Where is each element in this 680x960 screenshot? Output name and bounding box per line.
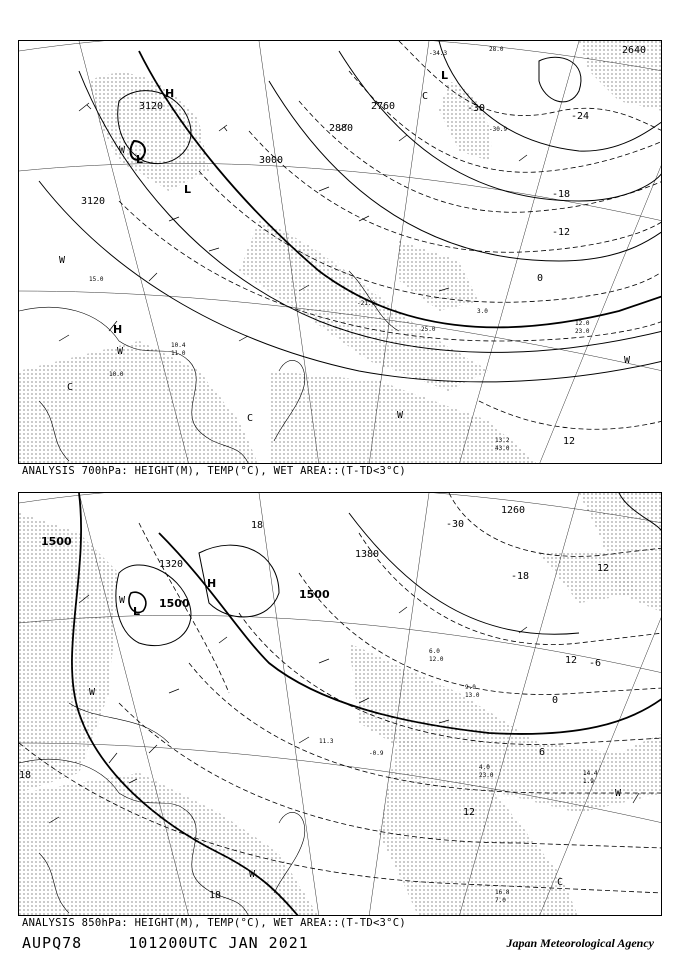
pressure-center-low: L xyxy=(184,183,192,196)
obs-value: 15.0 xyxy=(89,276,104,283)
height-label: 1500 xyxy=(299,588,330,601)
warm-marker: W xyxy=(615,788,622,799)
temp-label: 6 xyxy=(539,747,546,758)
warm-marker: W xyxy=(119,145,126,156)
temp-label: 12 xyxy=(597,563,610,574)
temp-label: 12 xyxy=(463,807,476,818)
height-label: 1380 xyxy=(355,549,380,560)
pressure-center-high: H xyxy=(165,87,175,100)
pressure-center-high: H xyxy=(207,577,217,590)
isotherms xyxy=(119,41,662,429)
temp-label: -24 xyxy=(571,111,590,122)
height-label: 1500 xyxy=(41,535,72,548)
cold-marker: C xyxy=(422,91,429,102)
agency-name: Japan Meteorological Agency xyxy=(506,936,654,950)
pressure-center-low: L xyxy=(133,605,141,618)
obs-value: 11.3 xyxy=(319,738,334,745)
pressure-center-high: H xyxy=(113,323,123,336)
height-label: 3120 xyxy=(139,101,164,112)
obs-value: 9.0 xyxy=(465,684,476,691)
obs-value: 43.0 xyxy=(495,445,510,452)
obs-value: 23.0 xyxy=(479,772,494,779)
temp-label: -30 xyxy=(446,519,465,530)
bulletin-time: 101200UTC JAN 2021 xyxy=(128,934,309,952)
temp-label: -18 xyxy=(552,189,571,200)
cold-marker: C xyxy=(557,877,564,888)
temp-label: -18 xyxy=(511,571,530,582)
caption-700hpa: ANALYSIS 700hPa: HEIGHT(M), TEMP(°C), WET AREA::(T-TD<3°C) xyxy=(22,465,407,477)
obs-value: 6.0 xyxy=(429,648,440,655)
map-panel-700hpa xyxy=(18,40,662,464)
caption-850hpa: ANALYSIS 850hPa: HEIGHT(M), TEMP(°C), WET AREA::(T-TD<3°C) xyxy=(22,917,407,929)
temp-label: 18 xyxy=(209,890,222,901)
obs-value: 16.8 xyxy=(495,889,510,896)
temp-label: 12 xyxy=(563,436,576,447)
height-label: 2640 xyxy=(622,45,647,56)
obs-value: 3.0 xyxy=(477,308,488,315)
temp-label: -12 xyxy=(552,227,571,238)
height-label: 2760 xyxy=(371,101,396,112)
height-label: 1260 xyxy=(501,505,526,516)
obs-value: 13.2 xyxy=(495,437,510,444)
obs-value: 4.0 xyxy=(479,764,490,771)
warm-marker: W xyxy=(117,346,124,357)
obs-value: -0.9 xyxy=(369,750,384,757)
temp-label: 0 xyxy=(552,695,559,706)
obs-value: 1.9 xyxy=(583,778,594,785)
obs-value: 10.4 xyxy=(171,342,186,349)
obs-value: 12.0 xyxy=(429,656,444,663)
cold-marker: C xyxy=(67,382,74,393)
warm-marker: W xyxy=(89,687,96,698)
obs-value: 13.0 xyxy=(465,692,480,699)
obs-value: 25.0 xyxy=(421,326,436,333)
temp-label: 18 xyxy=(251,520,264,531)
height-label: 3120 xyxy=(81,196,106,207)
obs-value: -30.9 xyxy=(489,126,508,133)
obs-value: 23.0 xyxy=(575,328,590,335)
warm-marker: W xyxy=(624,355,631,366)
bulletin-header xyxy=(22,934,309,952)
cold-marker: C xyxy=(247,413,254,424)
obs-value: -34.3 xyxy=(429,50,448,57)
obs-value: 14.4 xyxy=(583,770,598,777)
obs-value: 12.0 xyxy=(575,320,590,327)
map-700hpa-canvas xyxy=(19,41,662,464)
temp-label: -30 xyxy=(467,103,486,114)
obs-value: -21.0 xyxy=(357,300,376,307)
temp-label: 12 xyxy=(565,655,578,666)
obs-value: 28.0 xyxy=(489,46,504,53)
warm-marker: W xyxy=(397,410,404,421)
height-label: 2880 xyxy=(329,123,354,134)
height-label: 1320 xyxy=(159,559,184,570)
map-panel-850hpa xyxy=(18,492,662,916)
bulletin-code: AUPQ78 xyxy=(22,934,83,952)
warm-marker: W xyxy=(59,255,66,266)
temp-label: -6 xyxy=(589,658,602,669)
obs-value: 10.0 xyxy=(109,371,124,378)
height-label: 3000 xyxy=(259,155,284,166)
obs-value: 11.0 xyxy=(171,350,186,357)
temp-label: 18 xyxy=(19,770,32,781)
pressure-center-low: L xyxy=(136,153,144,166)
temp-label: 0 xyxy=(537,273,544,284)
warm-marker: W xyxy=(119,595,126,606)
warm-marker: W xyxy=(249,869,256,880)
map-850hpa-canvas xyxy=(19,493,662,916)
height-label: 1500 xyxy=(159,597,190,610)
pressure-center-low: L xyxy=(441,69,449,82)
obs-value: 7.0 xyxy=(495,897,506,904)
